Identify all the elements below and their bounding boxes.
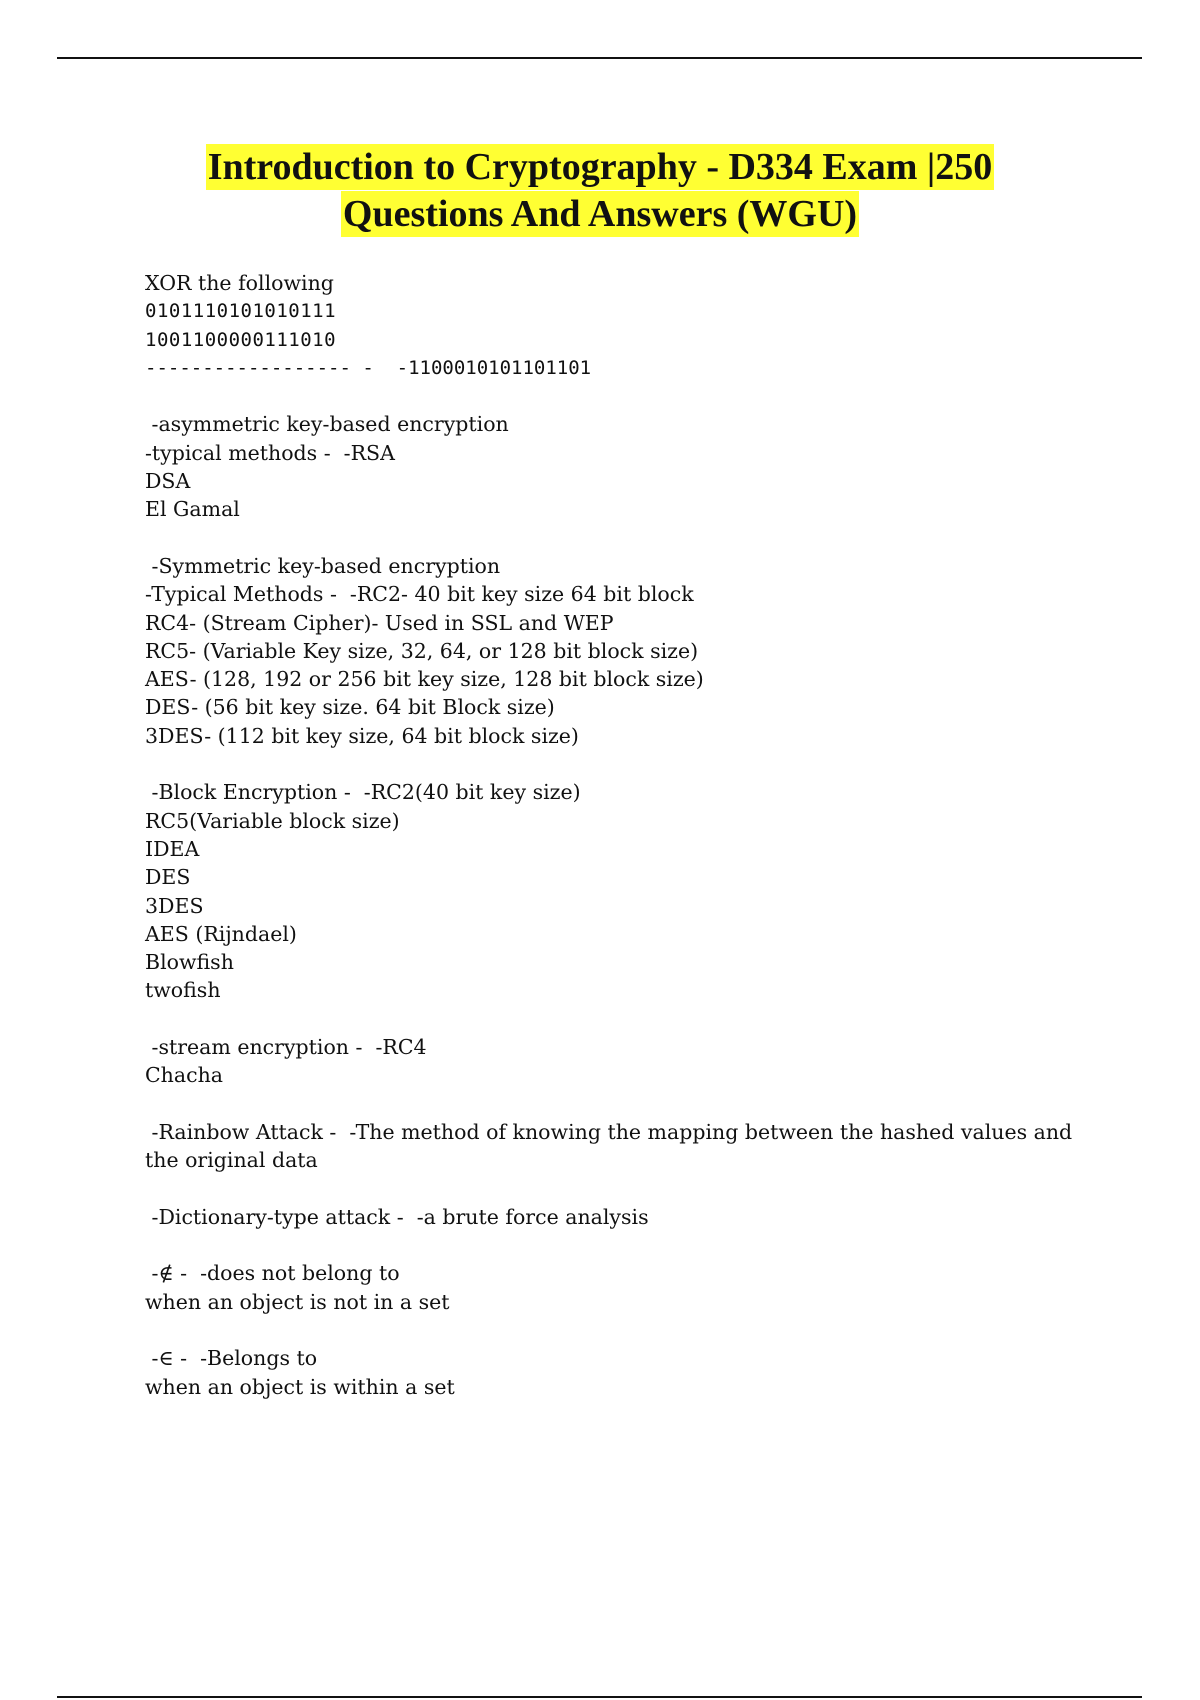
qa-line: DES bbox=[145, 865, 191, 890]
qa-line: Chacha bbox=[145, 1063, 224, 1088]
qa-line: RC5- (Variable Key size, 32, 64, or 128 bit block size) bbox=[145, 638, 699, 663]
qa-line: when an object is not in a set bbox=[145, 1289, 450, 1314]
qa-line: DSA bbox=[145, 469, 191, 494]
top-rule bbox=[57, 57, 1142, 59]
qa-line: -∈ - -Belongs to bbox=[145, 1346, 318, 1371]
title-line-1: Introduction to Cryptography - D334 Exam |250 bbox=[207, 146, 993, 188]
qa-card-dictionary-attack bbox=[145, 1203, 1075, 1231]
qa-card-not-element-of bbox=[145, 1259, 1075, 1316]
qa-card-asymmetric bbox=[145, 410, 1075, 523]
qa-content bbox=[145, 269, 1079, 1429]
qa-line: RC4- (Stream Cipher)- Used in SSL and WEP bbox=[145, 610, 614, 635]
qa-line: Blowfish bbox=[145, 950, 234, 975]
qa-line: 0101110101010111 bbox=[145, 300, 337, 323]
qa-line: -Dictionary-type attack - -a brute force analysis bbox=[145, 1204, 649, 1229]
qa-line: -asymmetric key-based encryption bbox=[145, 412, 509, 437]
qa-card-element-of bbox=[145, 1344, 1075, 1401]
qa-line: AES (Rijndael) bbox=[145, 921, 297, 946]
qa-card-symmetric bbox=[145, 552, 1075, 750]
qa-line: 1001100000111010 bbox=[145, 328, 337, 351]
title-highlight bbox=[206, 144, 995, 237]
qa-line: AES- (128, 192 or 256 bit key size, 128 bit block size) bbox=[145, 667, 704, 692]
qa-card-rainbow-attack bbox=[145, 1118, 1079, 1175]
qa-card-block-encryption bbox=[145, 778, 1075, 1004]
qa-line: ------------------ - -1100010101101101 bbox=[145, 356, 592, 379]
qa-line: 3DES- (112 bit key size, 64 bit block size) bbox=[145, 723, 579, 748]
qa-line: -typical methods - -RSA bbox=[145, 440, 395, 465]
qa-line: El Gamal bbox=[145, 497, 240, 522]
qa-card-stream-encryption bbox=[145, 1033, 1075, 1090]
qa-line: 3DES bbox=[145, 893, 204, 918]
qa-line: DES- (56 bit key size. 64 bit Block size) bbox=[145, 695, 555, 720]
qa-line: -Symmetric key-based encryption bbox=[145, 553, 501, 578]
qa-line: IDEA bbox=[145, 836, 200, 861]
title-line-2: Questions And Answers (WGU) bbox=[342, 193, 858, 235]
qa-card-xor bbox=[145, 269, 1075, 382]
qa-line: -Typical Methods - -RC2- 40 bit key size 64 bit block bbox=[145, 582, 694, 607]
qa-line: RC5(Variable block size) bbox=[145, 808, 400, 833]
bottom-rule bbox=[57, 1696, 1142, 1698]
qa-line: -stream encryption - -RC4 bbox=[145, 1035, 427, 1060]
qa-line: -Block Encryption - -RC2(40 bit key size) bbox=[145, 780, 581, 805]
qa-line: twofish bbox=[145, 978, 221, 1003]
page-title bbox=[0, 144, 1200, 238]
qa-line: -Rainbow Attack - -The method of knowing the mapping between the hashed values and the original data bbox=[145, 1119, 1079, 1173]
qa-line: XOR the following bbox=[145, 271, 334, 295]
qa-line: when an object is within a set bbox=[145, 1374, 455, 1399]
qa-line: -∉ - -does not belong to bbox=[145, 1261, 400, 1286]
